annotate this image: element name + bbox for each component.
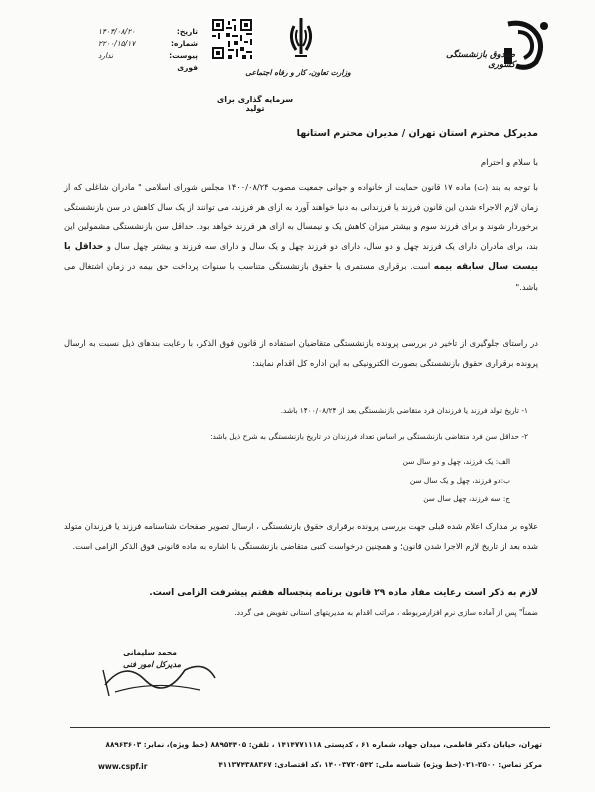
paragraph-law-reference: با توجه به بند (ت) ماده ۱۷ قانون حمایت از خانواده و جوانی جمعیت مصوب ۱۴۰۰/۰۸/۲۴ مجلس شورای اسلامی " مادران شاغلی که از زمان لازم الاجراء شدن این قانون فرزند یا فرزندانی به دنیا خواهند آورد به ازای هر فرزند، می توانند از یک سال کاهش در سن بازنشستگی برخوردار شوند و برای فرزند سوم و بیشتر میزان کاهش یک و نیمسال به ازای هر فرزند خواهد بود. حداقل سن بازنشستگی مشمولین این بند، برای مادران دارای یک فرزند چهل و دو سال، دارای دو فرزند چهل و یک سال و دارای سه فرزند و بیشتر چهل سال و حداقل با بیست سال سابقه بیمه است. برقراری مستمری یا حقوق بازنشستگی متناسب با سنوات پرداخت حق بیمه در زمان اشتغال می باشد." [64,182,538,292]
org-name: صندوق بازنشستگی کشوری [446,50,515,70]
meta-number: شماره: ۲۲۰۰/۱۵/۱۷ [98,39,198,48]
footer-divider [70,727,550,728]
national-emblem-icon [286,16,316,58]
sub-item-a: الف: یک فرزند، چهل و دو سال سن [402,457,510,466]
meta-attachment: پیوست: ندارد [98,51,198,60]
meta-date: تاریخ: ۱۴۰۴/۰۸/۲۰ [98,27,198,36]
paragraph-instructions: در راستای جلوگیری از تاخیر در بررسی پرونده بازنشستگی متقاضیان استفاده از قانون فوق الذکر، با رعایت بندهای ذیل نسبت به ارسال پرونده برقراری حقوق بازنشستگی بصورت الکترونیکی به این اداره کل اقدام نمایند: [64,338,538,368]
closing-note: ضمناً" پس از آماده سازی نرم افزارمربوطه ، مراتب اقدام به مدیریتهای استانی تفویض می گردد. [234,608,538,617]
greeting: با سلام و احترام [480,158,538,168]
signatory-name: محمد سلیمانی [123,648,177,657]
important-notice: لازم به ذکر است رعایت مفاد ماده ۲۹ قانون برنامه پنجساله هفتم پیشرفت الزامی است. [149,588,538,598]
qr-code [210,17,254,61]
paragraph-documents: علاوه بر مدارک اعلام شده قبلی جهت بررسی پرونده برقراری حقوق بازنشستگی ، ارسال تصویر صفحات شناسنامه فرزند یا فرزندان متولد شده بعد از تاریخ لازم الاجرا شدن قانون؛ و همچنین درخواست کتبی متقاضی بازنشستگی با اشاره به ماده قانونی فوق الذکر الزامی است. [64,521,538,551]
meta-urgency: فوری [177,63,198,72]
footer-contact: مرکز تماس: ۲۵۰۰-۰۲۱(خط ویژه) شناسه ملی: ۱۴۰۰۳۷۲۰۵۴۲ ،کد اقتصادی: ۴۱۱۳۷۴۳۸۸۳۶۷ [218,760,542,769]
condition-item-2: ۲- حداقل سن فرد متقاضی بازنشستگی بر اساس تعداد فرزندان در تاریخ بازنشستگی به شرح ذیل باشد: [210,432,528,441]
sub-item-b: ب:دو فرزند، چهل و یک سال سن [409,476,510,485]
sub-item-c: ج: سه فرزند، چهل سال سن [423,494,510,503]
recipient-line: مدیرکل محترم استان تهران / مدیران محترم استانها [296,128,538,139]
emphasis-insurance-years: حداقل با بیست سال سابقه بیمه [64,241,538,272]
footer-address: تهران، خیابان دکتر فاطمی، میدان جهاد، شماره ۶۱ ، کدپستی ۱۴۱۴۷۷۱۱۱۸ ، تلفن: ۸۸۹۵۴۴۰۵ (خط ویژه)، نمابر: ۸۸۹۶۳۶۰۳ [105,740,542,749]
condition-item-1: ۱- تاریخ تولد فرزند یا فرزندان فرد متقاضی بازنشستگی بعد از ۱۴۰۰/۰۸/۲۴ باشد. [280,406,528,415]
year-slogan: سرمایه گذاری برای تولید [216,95,294,113]
signatory-title: مدیرکل امور فنی [123,660,181,669]
ministry-name: وزارت تعاون، کار و رفاه اجتماعی [245,68,351,77]
footer-website: www.cspf.ir [98,762,148,771]
letter-meta [98,26,198,74]
